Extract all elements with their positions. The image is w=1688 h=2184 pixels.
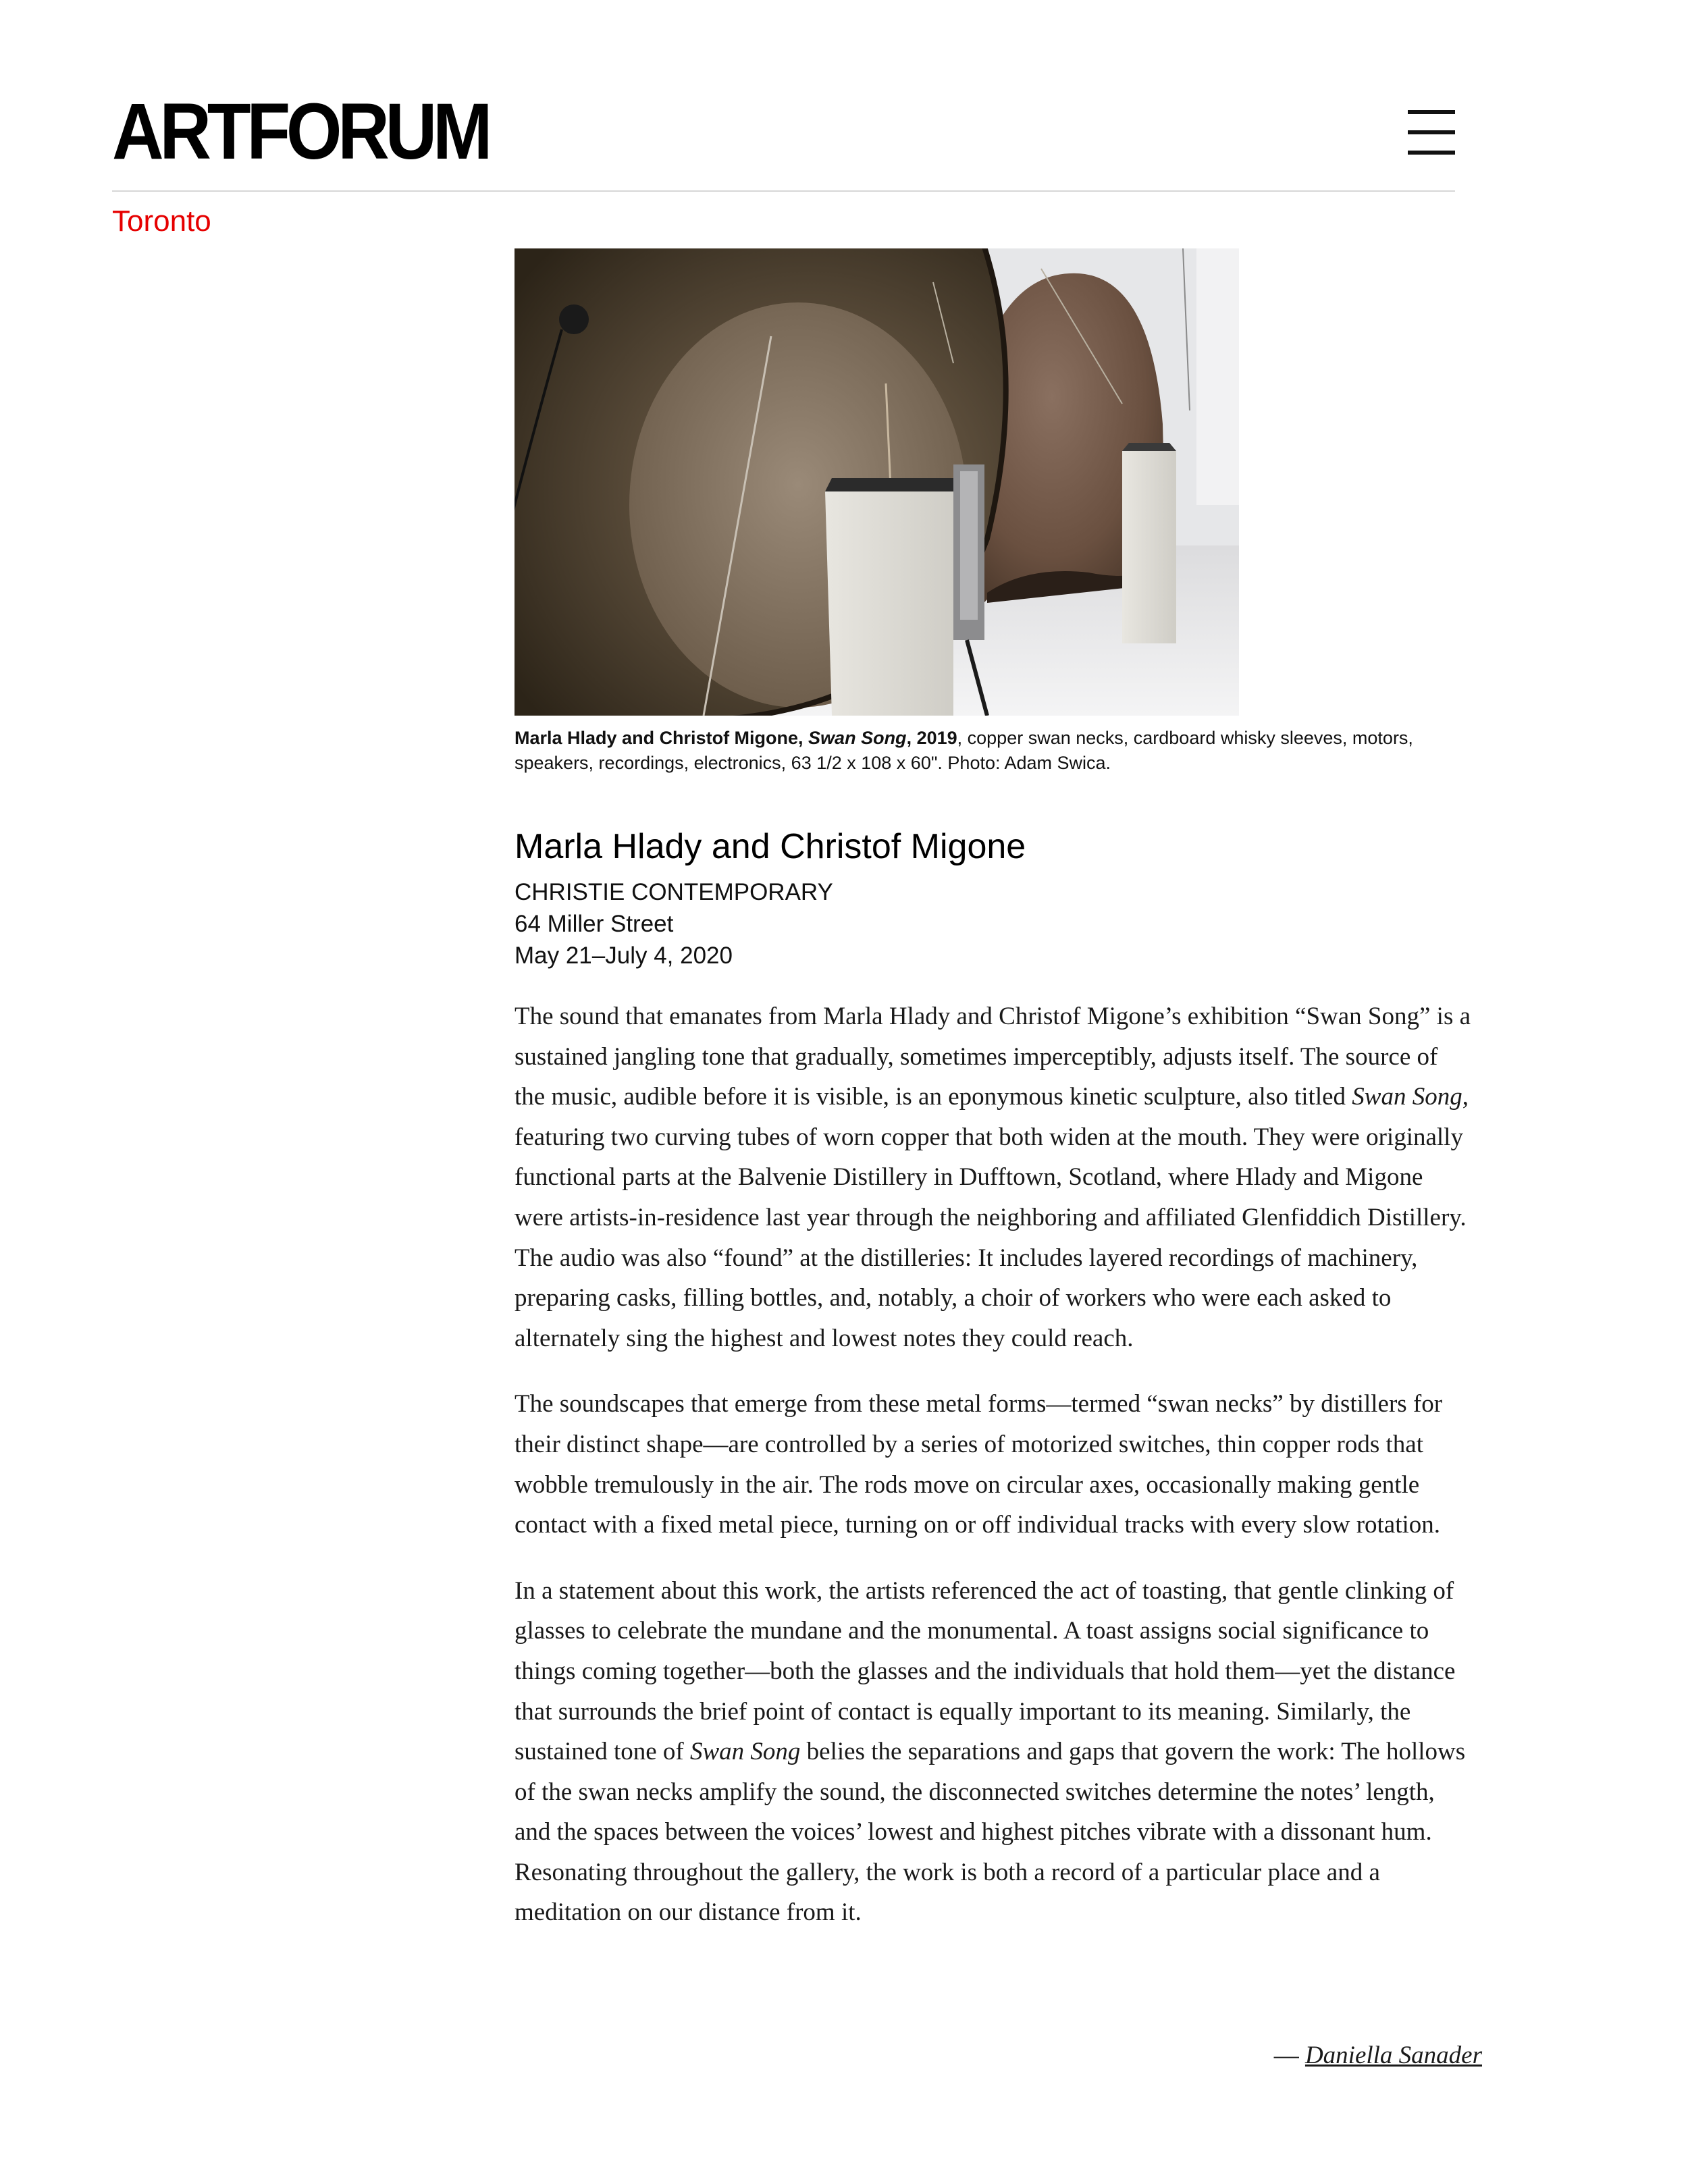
paragraph-2: The soundscapes that emerge from these metal forms—termed “swan necks” by distillers for their distinct shape—are controlled by a series of motorized switches, thin copper rods that wobble tremulously in the air. The rods move on circular axes, occasionally making gentle contact with a fixed metal piece, turning on or off individual tracks with every slow rotation. <box>515 1390 1443 1539</box>
gallery-address: 64 Miller Street <box>515 911 674 937</box>
review-title: Marla Hlady and Christof Migone <box>515 827 1026 866</box>
author-link[interactable]: Daniella Sanader <box>1304 2042 1482 2069</box>
paragraph-3: In a statement about this work, the artists referenced the act of toasting, that gentle clinking of glasses to celebrate the mundane and the monumental. A toast assigns social significance to things coming together—both the glasses and the individuals that hold them—yet the distance that surrounds the brief point of contact is equally important to its meaning. Similarly, the sustained tone of Swan Song belies the separations and gaps that govern the work: The hollows of the swan necks amplify the sound, the disconnected switches determine the notes’ length, and the spaces between the voices’ lowest and highest pitches vibrate with a dissonant hum. Resonating throughout the gallery, the work is both a record of a particular place and a meditation on our distance from it. <box>515 1576 1466 1927</box>
gallery-name[interactable]: CHRISTIE CONTEMPORARY <box>515 879 833 905</box>
artforum-logo[interactable]: ARTFORUM <box>112 87 489 176</box>
header-divider <box>112 190 1455 192</box>
caption-artists: Marla Hlady and Christof Migone, <box>515 728 809 748</box>
caption-year: , 2019 <box>906 728 957 748</box>
hamburger-menu-icon[interactable] <box>1408 110 1455 155</box>
paragraph-1: The sound that emanates from Marla Hlady and Christof Migone’s exhibition “Swan Song” is a sustained jangling tone that gradually, sometimes imperceptibly, adjusts itself. The source of the music, audible before it is visible, is an eponymous kinetic sculpture, also titled Swan Song, featuring two curving tubes of worn copper that both widen at the mouth. They were originally functional parts at the Balvenie Distillery in Dufftown, Scotland, where Hlady and Migone were artists-in-residence last year through the neighboring and affiliated Glenfiddich Distillery. The audio was also “found” at the distilleries: It includes layered recordings of machinery, preparing casks, filling bottles, and, notably, a choir of workers who were each asked to alternately sing the highest and lowest notes they could reach. <box>515 1003 1471 1352</box>
byline-dash: — <box>1273 2042 1305 2069</box>
caption-work-title: Swan Song <box>808 728 907 748</box>
caption-details: , copper swan necks, cardboard whisky sleeves, motors, speakers, recordings, electronics, 63 1/2 x 108 x 60". Photo: Adam Swica. <box>515 728 1413 773</box>
byline <box>1274 2039 1482 2073</box>
exhibition-dates: May 21–July 4, 2020 <box>515 942 733 969</box>
photo-caption <box>515 726 1460 776</box>
city-link-toronto[interactable]: Toronto <box>112 205 211 238</box>
review-body <box>515 996 1473 1959</box>
venue-info <box>515 876 833 971</box>
artwork-photo <box>515 248 1239 716</box>
